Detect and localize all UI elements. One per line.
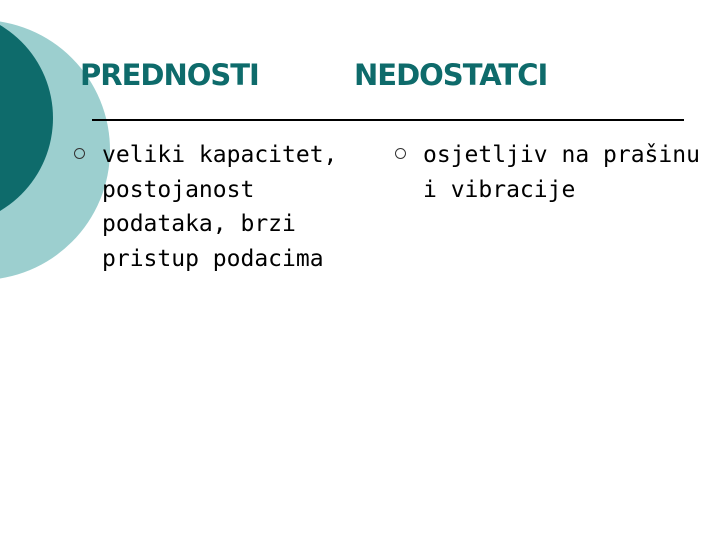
hollow-circle-bullet-icon bbox=[74, 148, 85, 159]
heading-divider bbox=[92, 119, 684, 121]
hollow-circle-bullet-icon bbox=[395, 148, 406, 159]
advantage-text: veliki kapacitet, postojanost podataka, brzi pristup podacima bbox=[102, 142, 338, 272]
disadvantages-heading: NEDOSTATCI bbox=[354, 58, 548, 92]
list-item bbox=[72, 138, 347, 276]
disadvantage-text: osjetljiv na prašinu i vibracije bbox=[423, 142, 700, 203]
disadvantages-list bbox=[393, 138, 703, 207]
list-item bbox=[393, 138, 703, 207]
advantages-heading: PREDNOSTI bbox=[80, 58, 259, 92]
advantages-list bbox=[72, 138, 347, 276]
